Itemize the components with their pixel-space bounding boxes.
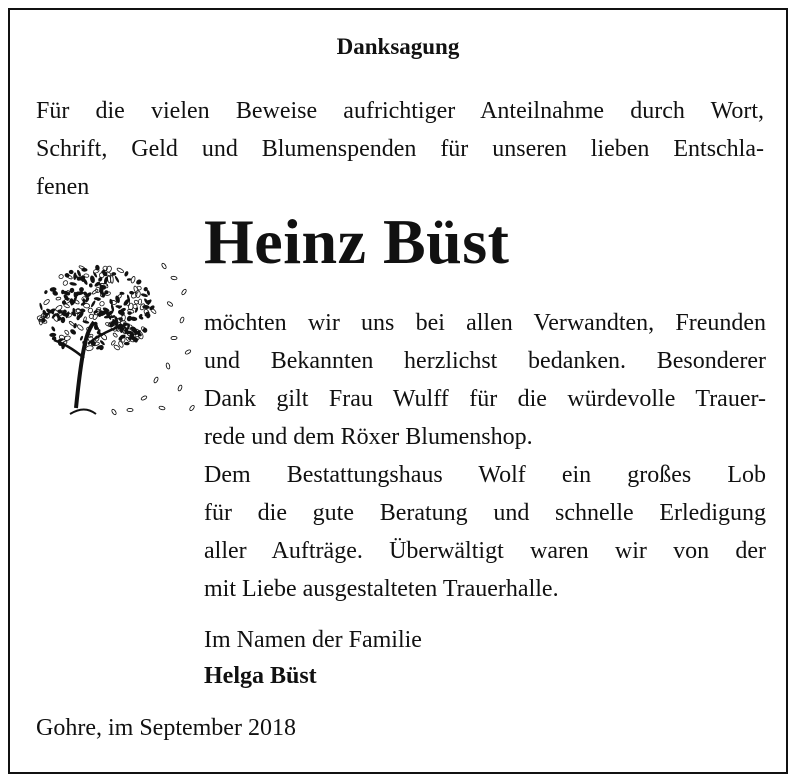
closing-line: Im Namen der Familie — [204, 627, 422, 653]
intro-line: fenen — [36, 174, 90, 200]
intro-line: Für die vielen Beweise aufrichtiger Anteilnahme durch Wort, — [36, 98, 764, 124]
body-line: für die gute Beratung und schnelle Erledigung — [204, 500, 766, 526]
body-line: mit Liebe ausgestalteten Trauerhalle. — [204, 576, 559, 602]
intro-line: Schrift, Geld und Blumenspenden für unseren lieben Entschla- — [36, 136, 764, 162]
body-line: aller Aufträge. Überwältigt waren wir von der — [204, 538, 766, 564]
body-line: rede und dem Röxer Blumenshop. — [204, 424, 533, 450]
deceased-name: Heinz Büst — [204, 206, 510, 277]
place-date: Gohre, im September 2018 — [36, 715, 296, 741]
signer-name: Helga Büst — [204, 663, 317, 689]
body-line: und Bekannten herzlichst bedanken. Besonderer — [204, 348, 766, 374]
body-line: möchten wir uns bei allen Verwandten, Freunden — [204, 310, 766, 336]
body-line: Dank gilt Frau Wulff für die würdevolle Trauer- — [204, 386, 766, 412]
notice-heading: Danksagung — [336, 34, 460, 59]
body-line: Dem Bestattungshaus Wolf ein großes Lob — [204, 462, 766, 488]
body-paragraph — [204, 304, 766, 608]
intro-paragraph — [36, 92, 764, 206]
obituary-notice — [8, 8, 788, 774]
closing-block — [204, 622, 422, 694]
tree-with-falling-leaves-icon — [24, 248, 204, 428]
